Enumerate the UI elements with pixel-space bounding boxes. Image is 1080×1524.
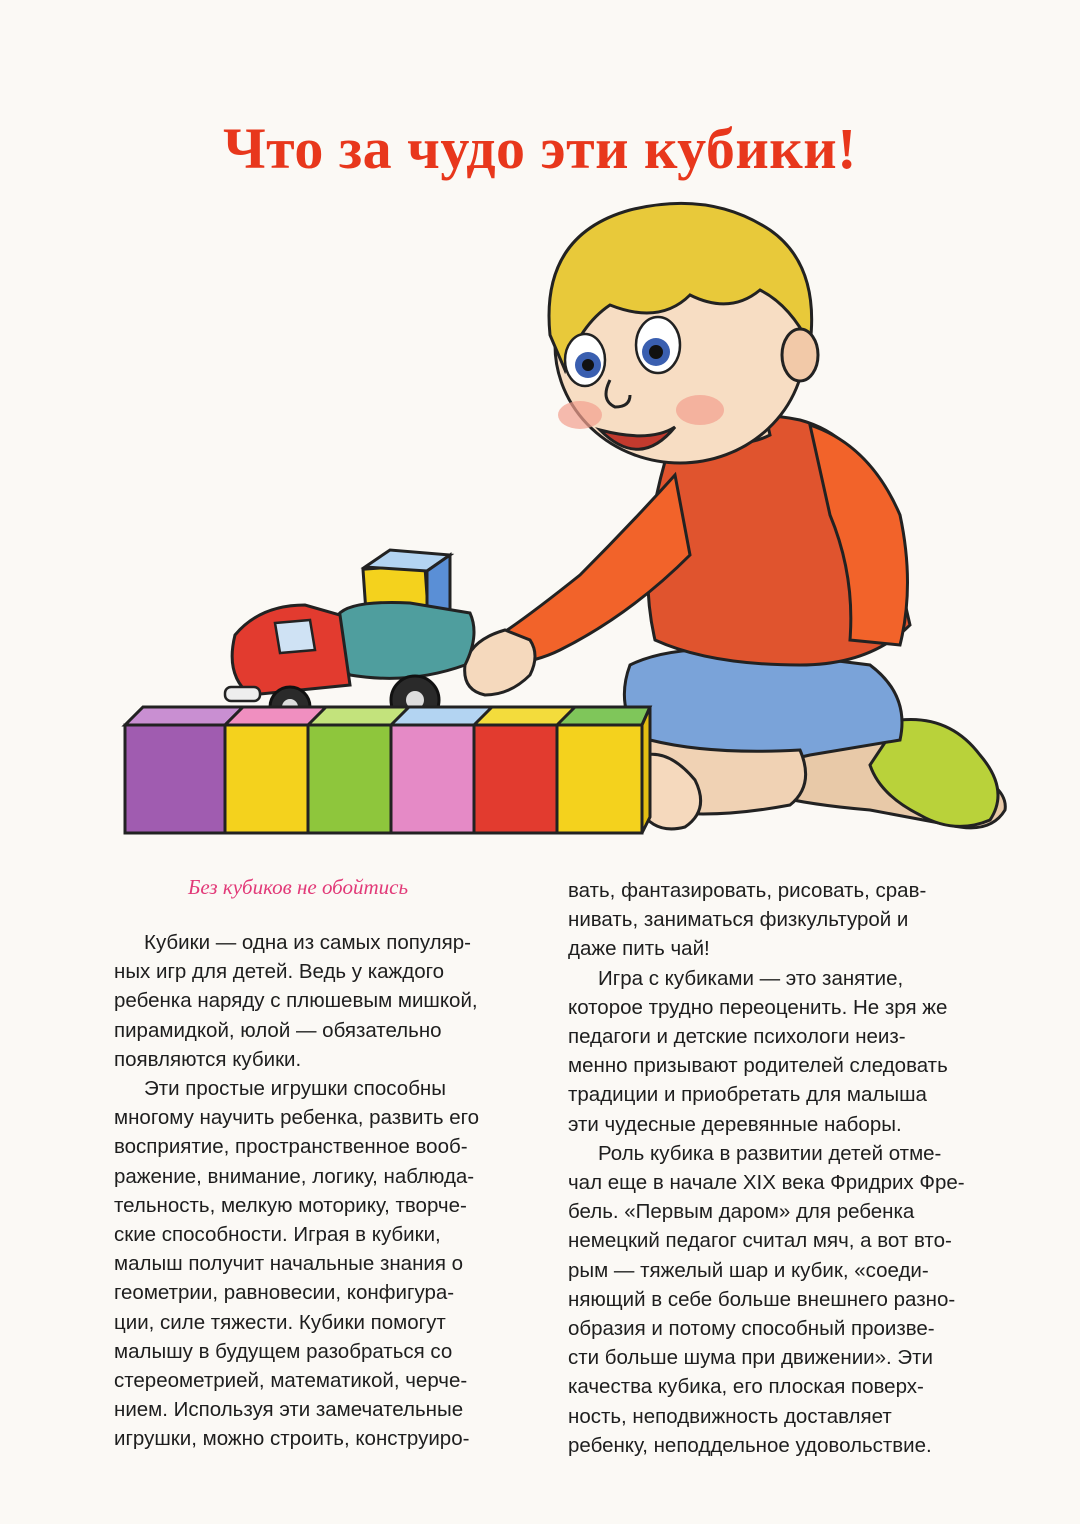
text-line: восприятие, пространственное вооб-: [114, 1135, 468, 1159]
text-line: Эти простые игрушки способны: [144, 1077, 446, 1101]
text-line: даже пить чай!: [568, 937, 710, 961]
blocks-row: [125, 707, 650, 833]
text-line: которое трудно переоценить. Не зря же: [568, 995, 948, 1019]
text-line: игрушки, можно строить, конструиро-: [114, 1427, 470, 1451]
text-line: чал еще в начале XIX века Фридрих Фре-: [568, 1171, 965, 1195]
text-line: бель. «Первым даром» для ребенка: [568, 1200, 915, 1224]
text-line: ность, неподвижность доставляет: [568, 1404, 892, 1428]
text-line: появляются кубики.: [114, 1047, 302, 1071]
text-line: эти чудесные деревянные наборы.: [568, 1112, 902, 1136]
text-line: тельность, мелкую моторику, творче-: [114, 1193, 467, 1217]
text-line: малыш получит начальные знания о: [114, 1252, 464, 1276]
text-line: сти больше шума при движении». Эти: [568, 1346, 933, 1370]
text-line: ражение, внимание, логику, наблюда-: [114, 1164, 475, 1188]
text-line: ции, силе тяжести. Кубики помогут: [114, 1310, 446, 1334]
text-line: качества кубика, его плоская поверх-: [568, 1375, 924, 1399]
text-line: ребенку, неподдельное удовольствие.: [568, 1433, 932, 1457]
text-line: вать, фантазировать, рисовать, срав-: [568, 879, 927, 902]
text-line: нием. Используя эти замечательные: [114, 1398, 464, 1422]
text-line: малышу в будущем разобраться со: [114, 1339, 453, 1363]
section-heading: Без кубиков не обойтись: [188, 875, 409, 899]
text-line: ские способности. Играя в кубики,: [114, 1223, 441, 1247]
right-column-text: [568, 876, 998, 1460]
left-column-text: [114, 928, 534, 1454]
text-line: геометрии, равновесии, конфигура-: [114, 1281, 455, 1305]
text-line: традиции и приобретать для малыша: [568, 1083, 927, 1107]
text-line: рым — тяжелый шар и кубик, «соеди-: [568, 1258, 929, 1282]
text-line: пирамидкой, юлой — обязательно: [114, 1018, 442, 1042]
text-line: ных игр для детей. Ведь у каждого: [114, 960, 445, 984]
text-line: образия и потому способный произве-: [568, 1317, 935, 1341]
toy-truck-icon: [225, 550, 474, 727]
text-line: немецкий педагог считал мяч, а вот вто-: [568, 1229, 952, 1253]
text-line: ребенка наряду с плюшевым мишкой,: [114, 989, 478, 1013]
text-line: многому научить ребенка, развить его: [114, 1106, 480, 1130]
text-line: Роль кубика в развитии детей отме-: [598, 1141, 942, 1165]
text-line: Кубики — одна из самых популяр-: [144, 931, 471, 954]
text-line: нивать, заниматься физкультурой и: [568, 908, 909, 932]
hand: [465, 630, 535, 695]
text-line: менно призывают родителей следовать: [568, 1054, 948, 1078]
text-line: педагоги и детские психологи неиз-: [568, 1025, 906, 1049]
text-line: стереометрией, математикой, черче-: [114, 1369, 468, 1393]
boy-with-blocks-illustration: [110, 195, 1030, 845]
page-title: Что за чудо эти кубики!: [223, 115, 857, 181]
text-line: няющий в себе больше внешнего разно-: [568, 1287, 956, 1311]
text-line: Игра с кубиками — это занятие,: [598, 966, 904, 990]
